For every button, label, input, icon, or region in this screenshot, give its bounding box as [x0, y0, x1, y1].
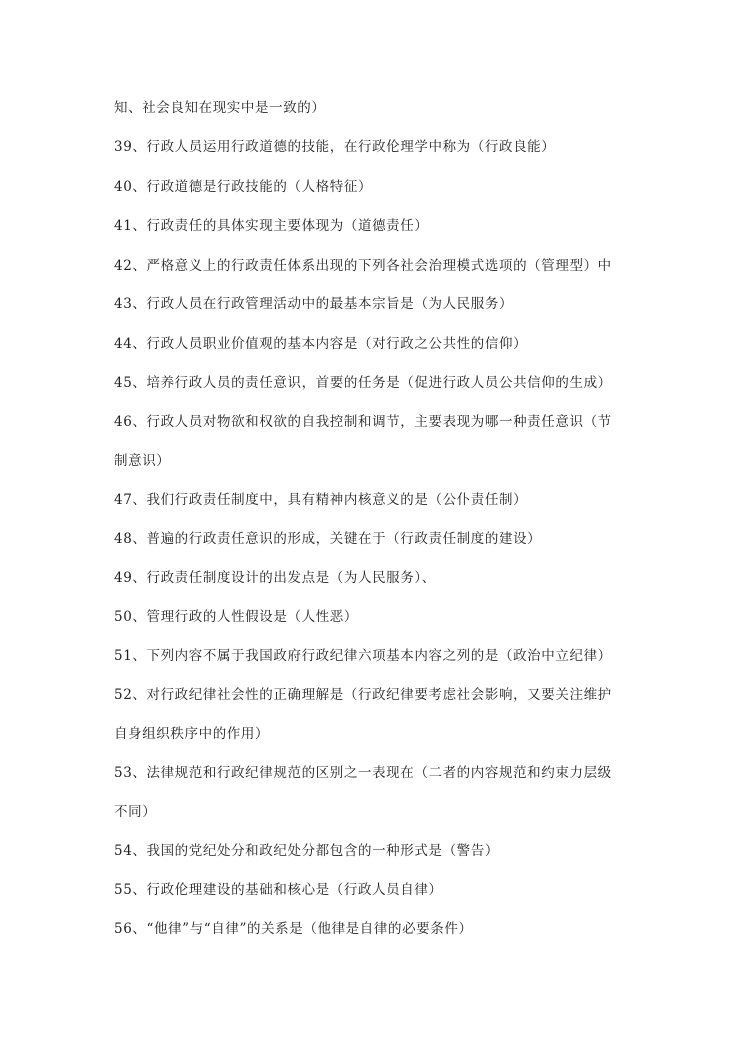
text-line-6: 43、行政人员在行政管理活动中的最基本宗旨是（为人民服务） [114, 296, 514, 312]
text-line-13: 49、行政责任制度设计的出发点是（为人民服务）、 [114, 570, 436, 586]
text-line-1: 知、社会良知在现实中是一致的） [114, 100, 326, 116]
text-line-10: 制意识） [114, 453, 171, 469]
text-line-14: 50、管理行政的人性假设是（人性恶） [114, 609, 358, 625]
text-line-9: 46、行政人员对物欲和权欲的自我控制和调节，主要表现为哪一种责任意识（节 [114, 414, 612, 430]
text-line-5: 42、严格意义上的行政责任体系出现的下列各社会治理模式选项的（管理型）中 [114, 258, 612, 274]
text-line-20: 54、我国的党纪处分和政纪处分都包含的一种形式是（警告） [114, 843, 499, 859]
text-line-15: 51、下列内容不属于我国政府行政纪律六项基本内容之列的是（政治中立纪律） [114, 648, 612, 664]
text-line-19: 不同） [114, 804, 157, 820]
text-line-17: 自身组织秩序中的作用） [114, 726, 270, 742]
text-line-16: 52、对行政纪律社会性的正确理解是（行政纪律要考虑社会影响，又要关注维护 [114, 687, 612, 703]
text-line-18: 53、法律规范和行政纪律规范的区别之一表现在（二者的内容规范和约束力层级 [114, 765, 612, 781]
text-line-7: 44、行政人员职业价值观的基本内容是（对行政之公共性的信仰） [114, 336, 528, 352]
text-line-2: 39、行政人员运用行政道德的技能，在行政伦理学中称为（行政良能） [114, 139, 556, 155]
text-line-11: 47、我们行政责任制度中，具有精神内核意义的是（公仆责任制） [114, 492, 528, 508]
text-line-8: 45、培养行政人员的责任意识，首要的任务是（促进行政人员公共信仰的生成） [114, 375, 612, 391]
text-line-4: 41、行政责任的具体实现主要体现为（道德责任） [114, 218, 429, 234]
text-line-3: 40、行政道德是行政技能的（人格特征） [114, 179, 373, 195]
text-line-22: 56、“他律”与“自律”的关系是（他律是自律的必要条件） [114, 921, 473, 937]
text-line-21: 55、行政伦理建设的基础和核心是（行政人员自律） [114, 882, 443, 898]
text-line-12: 48、普遍的行政责任意识的形成，关键在于（行政责任制度的建设） [114, 531, 542, 547]
